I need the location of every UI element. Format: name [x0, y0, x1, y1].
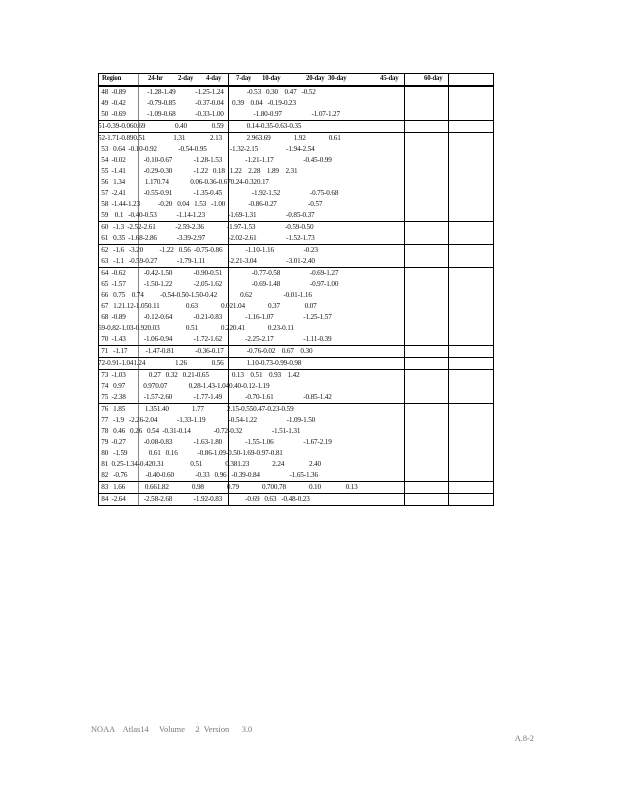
- footer-page-number: A.8-2: [514, 734, 534, 743]
- row-text: 62 -1.6 -3.20 -1.22 0.56 -0.75-0.86 -1.10-1.16 -0.23: [98, 246, 318, 254]
- table-row: [98, 470, 494, 481]
- table-row: [98, 279, 494, 290]
- row-text: 49 -0.42 -0.79-0.85 -0.37-0.04 0.39 0.04 -0.19-0.23: [98, 99, 296, 107]
- row-text: 63 -1.1 -0.59-0.27 -1.79-1.11 -2.21-3.04 -3.01-2.40: [98, 257, 315, 265]
- row-text: 55 -1.41 -0.29-0.30 -1.22 0.18 1.22 2.28 1.89 2.31: [98, 167, 298, 175]
- data-table: [98, 73, 494, 506]
- footer-citation: NOAA Atlas14 Volume 2 Version 3.0: [91, 725, 253, 734]
- header-30-day: 30-day: [328, 75, 347, 82]
- row-text: 64 -0.62 -0.42-1.50 -0.90-0.51 -0.77-0.58 -0.69-1.27: [98, 269, 339, 277]
- table-row: [98, 132, 494, 144]
- table-row: [98, 86, 494, 98]
- table-row: [98, 155, 494, 166]
- table-row: [98, 199, 494, 210]
- row-text: 82 -0.76 -0.40-0.60 -0.33 0.96 -0.39-0.84 -1.65-1.36: [98, 471, 318, 479]
- row-text: 78 0.46 0.26 0.54 -0.31-0.14 -0.72-0.32 -1.51-1.31: [98, 427, 301, 435]
- row-text: 66 0.75 0.74 -0.54-0.50-1.50-0.42 0.62 -0.01-1.16: [98, 291, 312, 299]
- header-20-day: 20-day: [306, 75, 325, 82]
- table-row: [98, 312, 494, 323]
- table-row: [98, 290, 494, 301]
- row-text: 73 -1.03 0.27 0.32 0.21-0.65 0.13 0.51 0.93 1.42: [98, 371, 300, 379]
- row-text: 52-1.71-0.890.51 1.31 2.13 2.963.69 1.92 0.61: [98, 134, 341, 142]
- table-header: [98, 74, 494, 86]
- header-60-day: 60-day: [424, 75, 443, 82]
- row-text: 48 -0.89 -1.28-1.49 -1.25-1.24 -0.53 0.30 0.47 -0.52: [98, 88, 316, 96]
- row-text: 70 -1.43 -1.06-0.94 -1.72-1.62 -2.25-2.17 -1.11-0.39: [98, 335, 332, 343]
- row-text: 54 -0.02 -0.10-0.67 -1.28-1.53 -1.21-1.17 -0.45-0.99: [98, 156, 332, 164]
- table-row: [98, 120, 494, 132]
- row-text: 77 -1.9 -2.26-2.04 -1.33-1.19 -0.54-1.22 -1.09-1.50: [98, 416, 316, 424]
- table-row: [98, 267, 494, 279]
- table-row: [98, 481, 494, 493]
- table-row: [98, 357, 494, 369]
- table-row: [98, 323, 494, 334]
- table-row: [98, 244, 494, 256]
- table-body: [98, 86, 494, 505]
- row-text: 80 -1.59 0.61 0.16 -0.86-1.09-0.50-1.69-0.97-0.81: [98, 449, 283, 457]
- table-row: [98, 415, 494, 426]
- row-text: 83 1.66 0.661.82 0.98 0.79 0.700.78 0.10 0.13: [98, 483, 358, 491]
- row-text: 51-0.39-0.060.69 0.40 0.59 0.14-0.35-0.63-0.35: [98, 122, 302, 130]
- row-text: 71 -1.17 -1.47-0.81 -0.36-0.17 -0.76-0.02 0.67 0.30: [98, 347, 313, 355]
- row-text: 74 0.97 0.970.07 0.28-1.43-1.040.40-0.12-1.19: [98, 382, 270, 390]
- row-text: 68 -0.89 -0.12-0.64 -0.21-0.83 -1.16-1.07 -1.25-1.57: [98, 313, 332, 321]
- table-row: [98, 210, 494, 221]
- row-text: 58 -1.44-1.23 -0.20 0.04 1.53 -1.00 -0.86-0.27 -0.57: [98, 200, 323, 208]
- table-row: [98, 437, 494, 448]
- header-7-day: 7-day: [236, 75, 252, 82]
- row-text: 84 -2.64 -2.58-2.68 -1.92-0.83 -0.69 0.63 -0.48-0.23: [98, 495, 310, 503]
- row-text: 56 1.34 1.170.74 0.06-0.36-0.670.24-0.320.17: [98, 178, 269, 186]
- row-text: 61 0.35 -1.68-2.86 -3.39-2.97 -2.02-2.61 -1.52-1.73: [98, 234, 315, 242]
- table-row: [98, 493, 494, 505]
- row-text: 60 -1.3 -2.52-2.61 -2.59-2.36 -1.97-1.53 -0.59-0.50: [98, 223, 314, 231]
- header-4-day: 4-day: [206, 75, 222, 82]
- table-row: [98, 233, 494, 244]
- table-row: [98, 256, 494, 267]
- table-row: [98, 334, 494, 345]
- header-region: Region: [102, 75, 122, 82]
- row-text: 57 -2.41 -0.55-0.91 -1.35-0.45 -1.92-1.52 -0.75-0.68: [98, 189, 339, 197]
- table-row: [98, 403, 494, 415]
- table-row: [98, 221, 494, 233]
- table-row: [98, 98, 494, 109]
- row-text: 69-0.82-1.03-0.920.03 0.51 0.220.41 0.23-0.11: [98, 324, 294, 332]
- table-row: [98, 144, 494, 155]
- table-row: [98, 177, 494, 188]
- row-text: 67 1.21.12-1.050.11 0.63 0.021.04 0.37 0.07: [98, 302, 317, 310]
- row-text: 79 -0.27 -0.08-0.83 -1.63-1.80 -1.55-1.06 -1.67-2.19: [98, 438, 332, 446]
- page-footer: [91, 716, 534, 743]
- table-row: [98, 459, 494, 470]
- table-row: [98, 426, 494, 437]
- header-45-day: 45-day: [380, 75, 399, 82]
- header-2-day: 2-day: [178, 75, 194, 82]
- table-row: [98, 448, 494, 459]
- header-24-hr: 24-hr: [148, 75, 163, 82]
- table-row: [98, 166, 494, 177]
- row-text: 76 1.85 1.351.40 1.77 2.15-0.550.47-0.23-0.59: [98, 405, 294, 413]
- row-text: 75 -2.38 -1.57-2.60 -1.77-1.49 -0.70-1.61 -0.85-1.42: [98, 393, 332, 401]
- table-row: [98, 381, 494, 392]
- table-row: [98, 392, 494, 403]
- row-text: 81 0.25-1.34-0.420.31 0.51 0.381.23 2.24 2.40: [98, 460, 321, 468]
- row-text: 50 -0.69 -1.09-0.68 -0.33-1.00 -1.80-0.97 -1.07-1.27: [98, 110, 340, 118]
- table-row: [98, 188, 494, 199]
- row-text: 65 -1.57 -1.50-1.22 -2.05-1.62 -0.69-1.48 -0.97-1.00: [98, 280, 339, 288]
- header-10-day: 10-day: [262, 75, 281, 82]
- table-row: [98, 369, 494, 381]
- table-row: [98, 345, 494, 357]
- row-text: 72-0.91-1.041.24 1.26 0.56 1.10-0.73-0.99-0.98: [98, 359, 302, 367]
- row-text: 53 0.64 -0.10-0.92 -0.54-0.95 -1.32-2.15 -1.94-2.54: [98, 145, 315, 153]
- row-text: 59 0.1 -0.40-0.53 -1.14-1.23 -1.69-1.31 -0.85-0.37: [98, 211, 315, 219]
- table-row: [98, 109, 494, 120]
- table-row: [98, 301, 494, 312]
